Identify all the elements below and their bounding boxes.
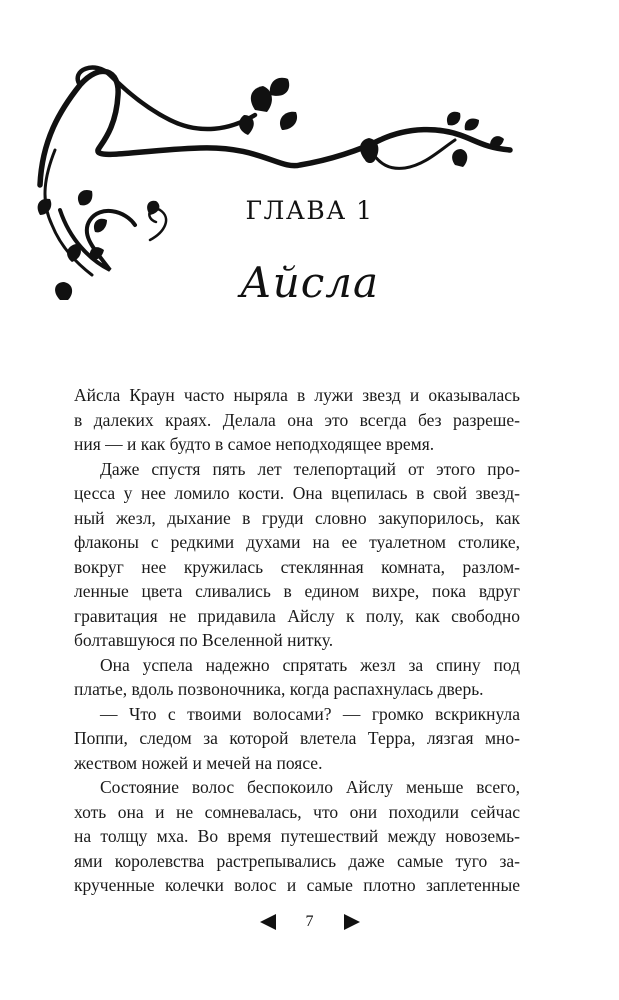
text-line: ями королевства растрепывались даже самые туго за- [74,850,520,871]
text-line: цесса у нее ломило кости. Она вцепилась в свой звезд- [74,483,520,503]
text-line: флаконы с редкими духами на ее туалетном столике, [74,532,520,552]
text-line: платье, вдоль позвоночника, когда распахнулась дверь. [74,679,484,699]
body-text [74,383,520,898]
vine-right-stem [370,140,455,168]
text-line: вокруг нее кружилась стеклянная комната, разлом- [74,556,520,577]
text-line: болтавшуюся по Вселенной нитку. [74,630,334,650]
text-line: Даже спустя пять лет телепортаций от этого про- [100,458,520,479]
rose-leaf [270,78,289,96]
rose-leaf [447,112,460,126]
rose-leaf [280,112,297,130]
text-line: крученные колечки волос и самые плотно заплетенные [74,875,520,895]
rose-leaf [239,115,254,135]
page-number: 7 [305,913,314,930]
text-line: на толщу мха. Во время путешествий между новоземь- [74,826,520,846]
previous-page-arrow-icon[interactable] [260,914,276,930]
text-line: в далеких краях. Делала она это всегда без разреше- [74,409,520,430]
text-line: гравитация не придавила Айслу к полу, как свободно [74,605,520,626]
rose-leaf [251,86,272,112]
chapter-subtitle: Айсла [239,258,380,307]
text-line: — Что с твоими волосами? — громко вскрикнула [100,703,520,724]
text-line: Состояние волос беспокоило Айслу меньше всего, [100,777,520,797]
rose-leaf [465,118,479,130]
text-line: Она успела надежно спрятать жезл за спину под [100,654,520,675]
page-footer [0,907,619,937]
rose-bud [452,149,467,167]
text-line: Айсла Краун часто ныряла в лужи звезд и оказывалась [74,385,520,405]
text-line: ленные цвета сливались в едином вихре, пока вдруг [74,581,520,601]
text-line: жеством ножей и мечей на поясе. [74,752,323,773]
text-line: ния — и как будто в самое неподходящее время. [74,434,435,454]
next-page-arrow-icon[interactable] [344,914,360,930]
chapter-heading: ГЛАВА 1 [245,196,374,225]
rose-leaf [490,136,504,147]
vine-loop-upper [78,68,255,129]
text-line: ный жезл, дыхание в груди словно закупорилось, как [74,507,520,528]
text-line: хоть она и не сомневалась, что они походили сейчас [74,801,520,822]
text-line: Поппи, следом за которой влетела Терра, лязгая мно- [74,728,520,748]
